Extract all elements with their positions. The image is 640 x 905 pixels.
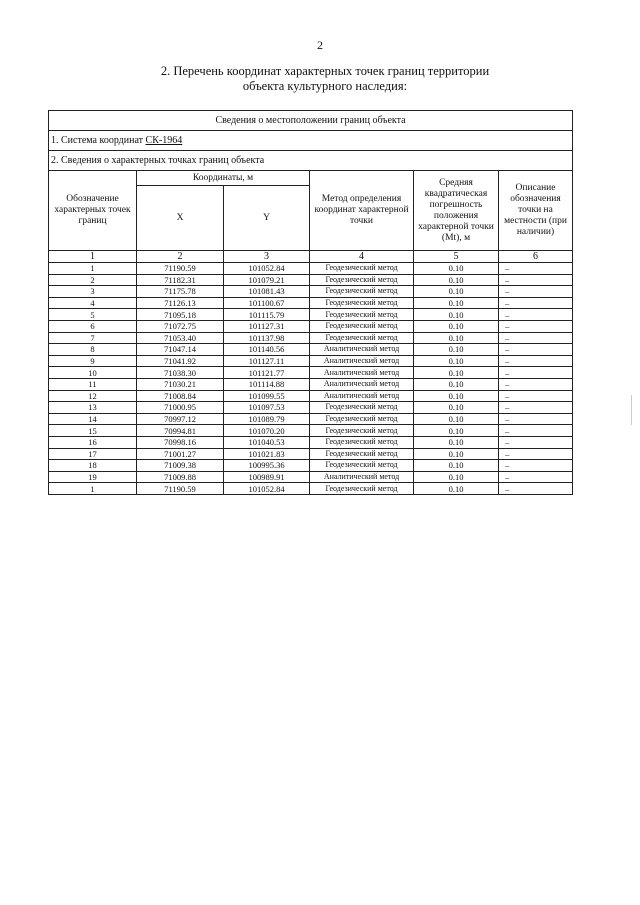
cell-error: 0.10: [414, 344, 499, 356]
cell-point: 5: [49, 309, 137, 321]
cell-y: 101099.55: [224, 390, 310, 402]
cell-point: 1: [49, 263, 137, 275]
cell-y: 101097.53: [224, 402, 310, 414]
cell-error: 0.10: [414, 471, 499, 483]
cell-y: 101127.11: [224, 355, 310, 367]
cell-description: –: [499, 274, 573, 286]
cell-point: 15: [49, 425, 137, 437]
cell-method: Аналитический метод: [310, 390, 414, 402]
cell-description: –: [499, 448, 573, 460]
cell-point: 4: [49, 297, 137, 309]
cell-description: –: [499, 355, 573, 367]
cell-method: Аналитический метод: [310, 471, 414, 483]
cell-error: 0.10: [414, 436, 499, 448]
cell-point: 2: [49, 274, 137, 286]
cell-y: 101021.83: [224, 448, 310, 460]
cell-x: 71000.95: [137, 402, 224, 414]
column-number: 4: [310, 251, 414, 263]
cell-method: Геодезический метод: [310, 448, 414, 460]
coordinates-table: [48, 110, 573, 495]
cell-point: 8: [49, 344, 137, 356]
table-row: [49, 378, 573, 390]
cell-x: 70997.12: [137, 413, 224, 425]
heading-line-1: 2. Перечень координат характерных точек границ территории: [160, 64, 490, 78]
cell-method: Геодезический метод: [310, 274, 414, 286]
cell-point: 10: [49, 367, 137, 379]
cell-y: 100989.91: [224, 471, 310, 483]
table-row: [49, 436, 573, 448]
table-row: [49, 425, 573, 437]
cell-error: 0.10: [414, 402, 499, 414]
cell-error: 0.10: [414, 332, 499, 344]
cell-point: 3: [49, 286, 137, 298]
cell-error: 0.10: [414, 413, 499, 425]
table-row: [49, 413, 573, 425]
cell-point: 11: [49, 378, 137, 390]
cell-x: 71041.92: [137, 355, 224, 367]
cell-x: 71001.27: [137, 448, 224, 460]
table-row: [49, 332, 573, 344]
cell-point: 13: [49, 402, 137, 414]
cell-y: 101137.98: [224, 332, 310, 344]
coord-system-value: СК-1964: [145, 135, 183, 146]
cell-description: –: [499, 402, 573, 414]
header-y: Y: [224, 186, 310, 251]
cell-y: 101052.84: [224, 483, 310, 495]
cell-x: 71126.13: [137, 297, 224, 309]
cell-method: Геодезический метод: [310, 263, 414, 275]
cell-method: Аналитический метод: [310, 367, 414, 379]
header-coordinates: Координаты, м: [137, 171, 310, 186]
cell-x: 71182.31: [137, 274, 224, 286]
cell-y: 101100.67: [224, 297, 310, 309]
column-number: 1: [49, 251, 137, 263]
cell-description: –: [499, 297, 573, 309]
cell-error: 0.10: [414, 448, 499, 460]
table-row: [49, 286, 573, 298]
cell-description: –: [499, 390, 573, 402]
coord-system-label: 1. Система координат: [51, 135, 146, 146]
cell-error: 0.10: [414, 425, 499, 437]
cell-method: Геодезический метод: [310, 425, 414, 437]
table-row: [49, 344, 573, 356]
cell-description: –: [499, 471, 573, 483]
cell-method: Геодезический метод: [310, 460, 414, 472]
header-point-designation: Обозначение характерных точек границ: [49, 171, 137, 251]
cell-description: –: [499, 378, 573, 390]
heading-line-2: объекта культурного наследия:: [242, 79, 408, 93]
cell-method: Геодезический метод: [310, 413, 414, 425]
cell-x: 71038.30: [137, 367, 224, 379]
table-row: [49, 263, 573, 275]
table-row: [49, 309, 573, 321]
cell-description: –: [499, 263, 573, 275]
cell-point: 9: [49, 355, 137, 367]
cell-error: 0.10: [414, 355, 499, 367]
cell-description: –: [499, 332, 573, 344]
column-number: 6: [499, 251, 573, 263]
cell-error: 0.10: [414, 274, 499, 286]
section-title: Сведения о местоположении границ объекта: [49, 111, 573, 131]
cell-point: 19: [49, 471, 137, 483]
cell-y: 101115.79: [224, 309, 310, 321]
header-x: X: [137, 186, 224, 251]
cell-y: 101070.20: [224, 425, 310, 437]
column-number: 3: [224, 251, 310, 263]
cell-point: 12: [49, 390, 137, 402]
table-row: [49, 448, 573, 460]
column-number: 2: [137, 251, 224, 263]
cell-description: –: [499, 344, 573, 356]
cell-y: 101089.79: [224, 413, 310, 425]
cell-y: 101081.43: [224, 286, 310, 298]
cell-error: 0.10: [414, 309, 499, 321]
header-method: Метод определения координат характерной точки: [310, 171, 414, 251]
cell-method: Геодезический метод: [310, 332, 414, 344]
cell-description: –: [499, 413, 573, 425]
cell-method: Геодезический метод: [310, 483, 414, 495]
cell-point: 17: [49, 448, 137, 460]
cell-method: Аналитический метод: [310, 355, 414, 367]
coord-system-cell: [49, 131, 573, 151]
table-row: [49, 297, 573, 309]
cell-error: 0.10: [414, 483, 499, 495]
cell-x: 71190.59: [137, 263, 224, 275]
points-section-title: 2. Сведения о характерных точках границ объекта: [49, 151, 573, 171]
cell-error: 0.10: [414, 460, 499, 472]
cell-point: 7: [49, 332, 137, 344]
table-row: [49, 367, 573, 379]
cell-x: 71190.59: [137, 483, 224, 495]
cell-x: 71009.88: [137, 471, 224, 483]
table-row: [49, 274, 573, 286]
cell-y: 101040.53: [224, 436, 310, 448]
cell-point: 16: [49, 436, 137, 448]
cell-description: –: [499, 460, 573, 472]
cell-y: 101121.77: [224, 367, 310, 379]
cell-x: 71008.84: [137, 390, 224, 402]
cell-x: 71009.38: [137, 460, 224, 472]
table-row: [49, 355, 573, 367]
cell-error: 0.10: [414, 320, 499, 332]
cell-method: Геодезический метод: [310, 402, 414, 414]
cell-x: 70994.81: [137, 425, 224, 437]
cell-point: 6: [49, 320, 137, 332]
cell-description: –: [499, 286, 573, 298]
cell-description: –: [499, 320, 573, 332]
cell-method: Геодезический метод: [310, 309, 414, 321]
cell-method: Геодезический метод: [310, 286, 414, 298]
cell-error: 0.10: [414, 286, 499, 298]
cell-point: 14: [49, 413, 137, 425]
scan-edge-mark: [631, 395, 632, 425]
cell-error: 0.10: [414, 297, 499, 309]
cell-description: –: [499, 367, 573, 379]
cell-method: Геодезический метод: [310, 436, 414, 448]
cell-error: 0.10: [414, 390, 499, 402]
cell-point: 18: [49, 460, 137, 472]
cell-method: Аналитический метод: [310, 378, 414, 390]
cell-x: 71095.18: [137, 309, 224, 321]
cell-error: 0.10: [414, 263, 499, 275]
cell-x: 71175.78: [137, 286, 224, 298]
cell-y: 101140.56: [224, 344, 310, 356]
cell-y: 101127.31: [224, 320, 310, 332]
cell-x: 71030.21: [137, 378, 224, 390]
cell-description: –: [499, 309, 573, 321]
column-number: 5: [414, 251, 499, 263]
cell-method: Аналитический метод: [310, 344, 414, 356]
cell-y: 101114.88: [224, 378, 310, 390]
cell-description: –: [499, 436, 573, 448]
cell-error: 0.10: [414, 367, 499, 379]
header-description: Описание обозначения точки на местности (при наличии): [499, 171, 573, 251]
cell-point: 1: [49, 483, 137, 495]
cell-y: 101052.84: [224, 263, 310, 275]
table-row: [49, 460, 573, 472]
document-heading: [100, 64, 550, 94]
table-row: [49, 483, 573, 495]
table-row: [49, 471, 573, 483]
table-row: [49, 390, 573, 402]
cell-x: 70998.16: [137, 436, 224, 448]
cell-description: –: [499, 425, 573, 437]
cell-y: 101079.21: [224, 274, 310, 286]
cell-error: 0.10: [414, 378, 499, 390]
cell-method: Геодезический метод: [310, 297, 414, 309]
header-error: Средняя квадратическая погрешность положения характерной точки (Mt), м: [414, 171, 499, 251]
table-row: [49, 402, 573, 414]
cell-x: 71047.14: [137, 344, 224, 356]
table-row: [49, 320, 573, 332]
page-number: 2: [317, 38, 323, 52]
cell-y: 100995.36: [224, 460, 310, 472]
cell-x: 71053.40: [137, 332, 224, 344]
cell-description: –: [499, 483, 573, 495]
cell-x: 71072.75: [137, 320, 224, 332]
cell-method: Геодезический метод: [310, 320, 414, 332]
